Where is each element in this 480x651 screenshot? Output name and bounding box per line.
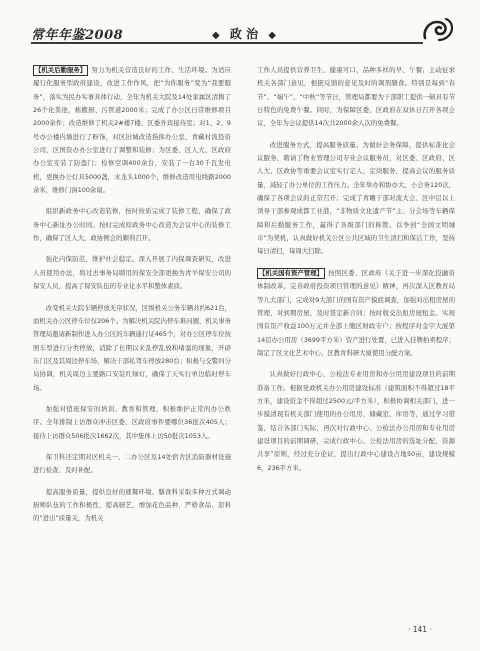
paragraph: 改进服务方式，提高服务质量。为做好会务保障，提供标准化会议服务，聘请了物业管理公司专业会议服务员，对区委、区政府、区人大、区政协等重要会议室实行定人、定岗服务，提高会议的服务质量，减轻了办公单位的工作压力。全年举办和协办大、小会务120次，确保了各项会议的正常召开；完成了青雕干部对流大会、区中层以上领导干部参观成都工业港、“非物质文化遗产节”主、分会场等车辆保障和后勤服务工作，赢得了各级部门的称赞。以争创“全国文明城市”为契机，认真做好机关公区公共区域的卫生清扫和保洁工作，坚持每日清扫，每周大扫除。 — [257, 140, 455, 256]
paragraph-text: 努力为机关营造良好的工作、生活环境。为适应履行化服务型政府建设，改进工作作风，把“为你服务”变为“我要服务”，落实为民办实事具体行动，全年为机关大院及14处家属区清掏了26个化粪池，栋搬厨、污管道2000米；完成了办公区日常维修项目2000余件；改造维修了机关2#楼7楼、区委外宾接待室；对1、2、9号办公楼内墙进行了粉饰，对区旧城改造指挥办公室、青藏村流投资公司、区国资办办公室进行了调整和装修；为区委、区人大、区政府办公室安装了防盗门；检修空调400余台，安装了一台30千瓦发电机，更换办公灯具5000盏，水龙头1000个，维修改造用电线路2000余米，维修门窗100余扇。 — [33, 66, 231, 195]
header-rule — [31, 42, 423, 44]
section-title — [212, 25, 276, 42]
decorative-logo-icon — [421, 16, 455, 44]
section-label: 政 治 — [229, 27, 259, 41]
right-column — [257, 64, 455, 475]
paragraph — [257, 267, 455, 360]
paragraph: 认真做好行政中心、公检法专业用房和办公用房建设项目的前期准备工作。根据党政机关办公用房建设标准（建筑面积不得超过18平方米，建设资金不得超过2500元/平方米），积极协调相关部门，进一步摸清现有机关部门使用的办公用房、储藏室、库房等，通过学习借鉴，结合各部门实际，再次对行政中心、公检法办公用房和专业用房建设项目的前期调研，完成行政中心、公检法用房的选址分配、资源共享”原则，经过充分论证，提出行政中心建设占地50亩，建设规模6，236平方米。 — [257, 370, 455, 472]
yearbook-title: 常年年鉴2008 — [31, 28, 124, 43]
section-heading: 【机关后勤服务】 — [35, 66, 87, 74]
diamond-icon: ◆ — [212, 30, 220, 41]
page-number: · 141 · — [408, 625, 432, 634]
section-heading: 【机关国有资产管理】 — [259, 268, 323, 277]
paragraph-text: 按照区委、区政府《关于进一步深化投融资体制改革，完善政府投资项目管理的意见》精神，再次深入区教育局等九大部门，完成对9大部门的国有资产摸底调查，加强对出租房屋的管理，对到期房屋，及时签定新合同；按时收交出租房屋租金。实现国有资产收益100万元并全部上缴区财政专户；按程序对金字大厦第14层办公用房（3699平方米）资产进行处置，已进入挂牌拍卖程序；制定了区文化艺术中心、区教育科研大厦使用分配方案。 — [257, 268, 455, 357]
paragraph: 工作人员提供营养卫生、健康可口、品种多样的早、午餐；主动征求机关各部门意见，根据反馈的意见及时的调剂膳食。特别是每到“春节”、“端午”、“中秋”等节日，管理局都要为干部职工提供一顿具有节日特色的免费午餐。同时，为保障区委、区政府在双休日召开各项会议，全年为会议提供14次共2000余人次的免费餐。 — [257, 66, 455, 128]
paragraph: 保卫科还定期对区机关一、二办公区及14处宿舍区消防器材设施进行检查、及时补配。 — [33, 452, 231, 475]
left-column — [33, 64, 231, 526]
paragraph: 改变机关大院车辆停放无序状况，区级机关公务车辆共约621台，而机关办公区停车位仅206个。为解决机关院内停车难问题，机关事务管理局邀请新制作进入办公区的车辆通行证465个，对办公区停车位按照车型进行分类停放，消除了长期以来乱停乱放和堵塞的现象，开辟东门区及其周边停车场，解决干部私驾车停放280台；积极与交警四分局协调，机关周边主要路口安装红绿灯，确保了天实行单边临时停车场。 — [33, 303, 231, 392]
diamond-icon: ◆ — [268, 30, 276, 41]
paragraph: 提高服务质量，提供良好的就餐环境。膳食科采取多种方式调动厨师队伍的工作积极性，提高厨艺，增加花色品种，严格食品、原料的“进出”质量关，为机关 — [33, 487, 231, 523]
paragraph — [33, 64, 231, 197]
paragraph: 强化内保防范，维护社会稳定。深入开展了内保调查研究，改进人员使用办法，将过去事务局聘用的保安全部更换为青羊保安公司的保安人员，提高了保安队伍的专业化水平和整体素质。 — [33, 255, 231, 291]
paragraph: 组织新政务中心改造装修，按时按质完成了装修工程，确保了政务中心新址办公时间。按时完成原政务中心改造为会议中心的装修工作，确保了区人大、政协例会的顺利召开。 — [33, 207, 231, 243]
paragraph: 加强对值班保安的培训、教育和管理，积极维护正常的办公秩序。全年排制上访群众冲击区委、区政府事件要哪位36批次405人；接待上访群众506批次1662次，其中集体上访50批次1053人。 — [33, 404, 231, 440]
